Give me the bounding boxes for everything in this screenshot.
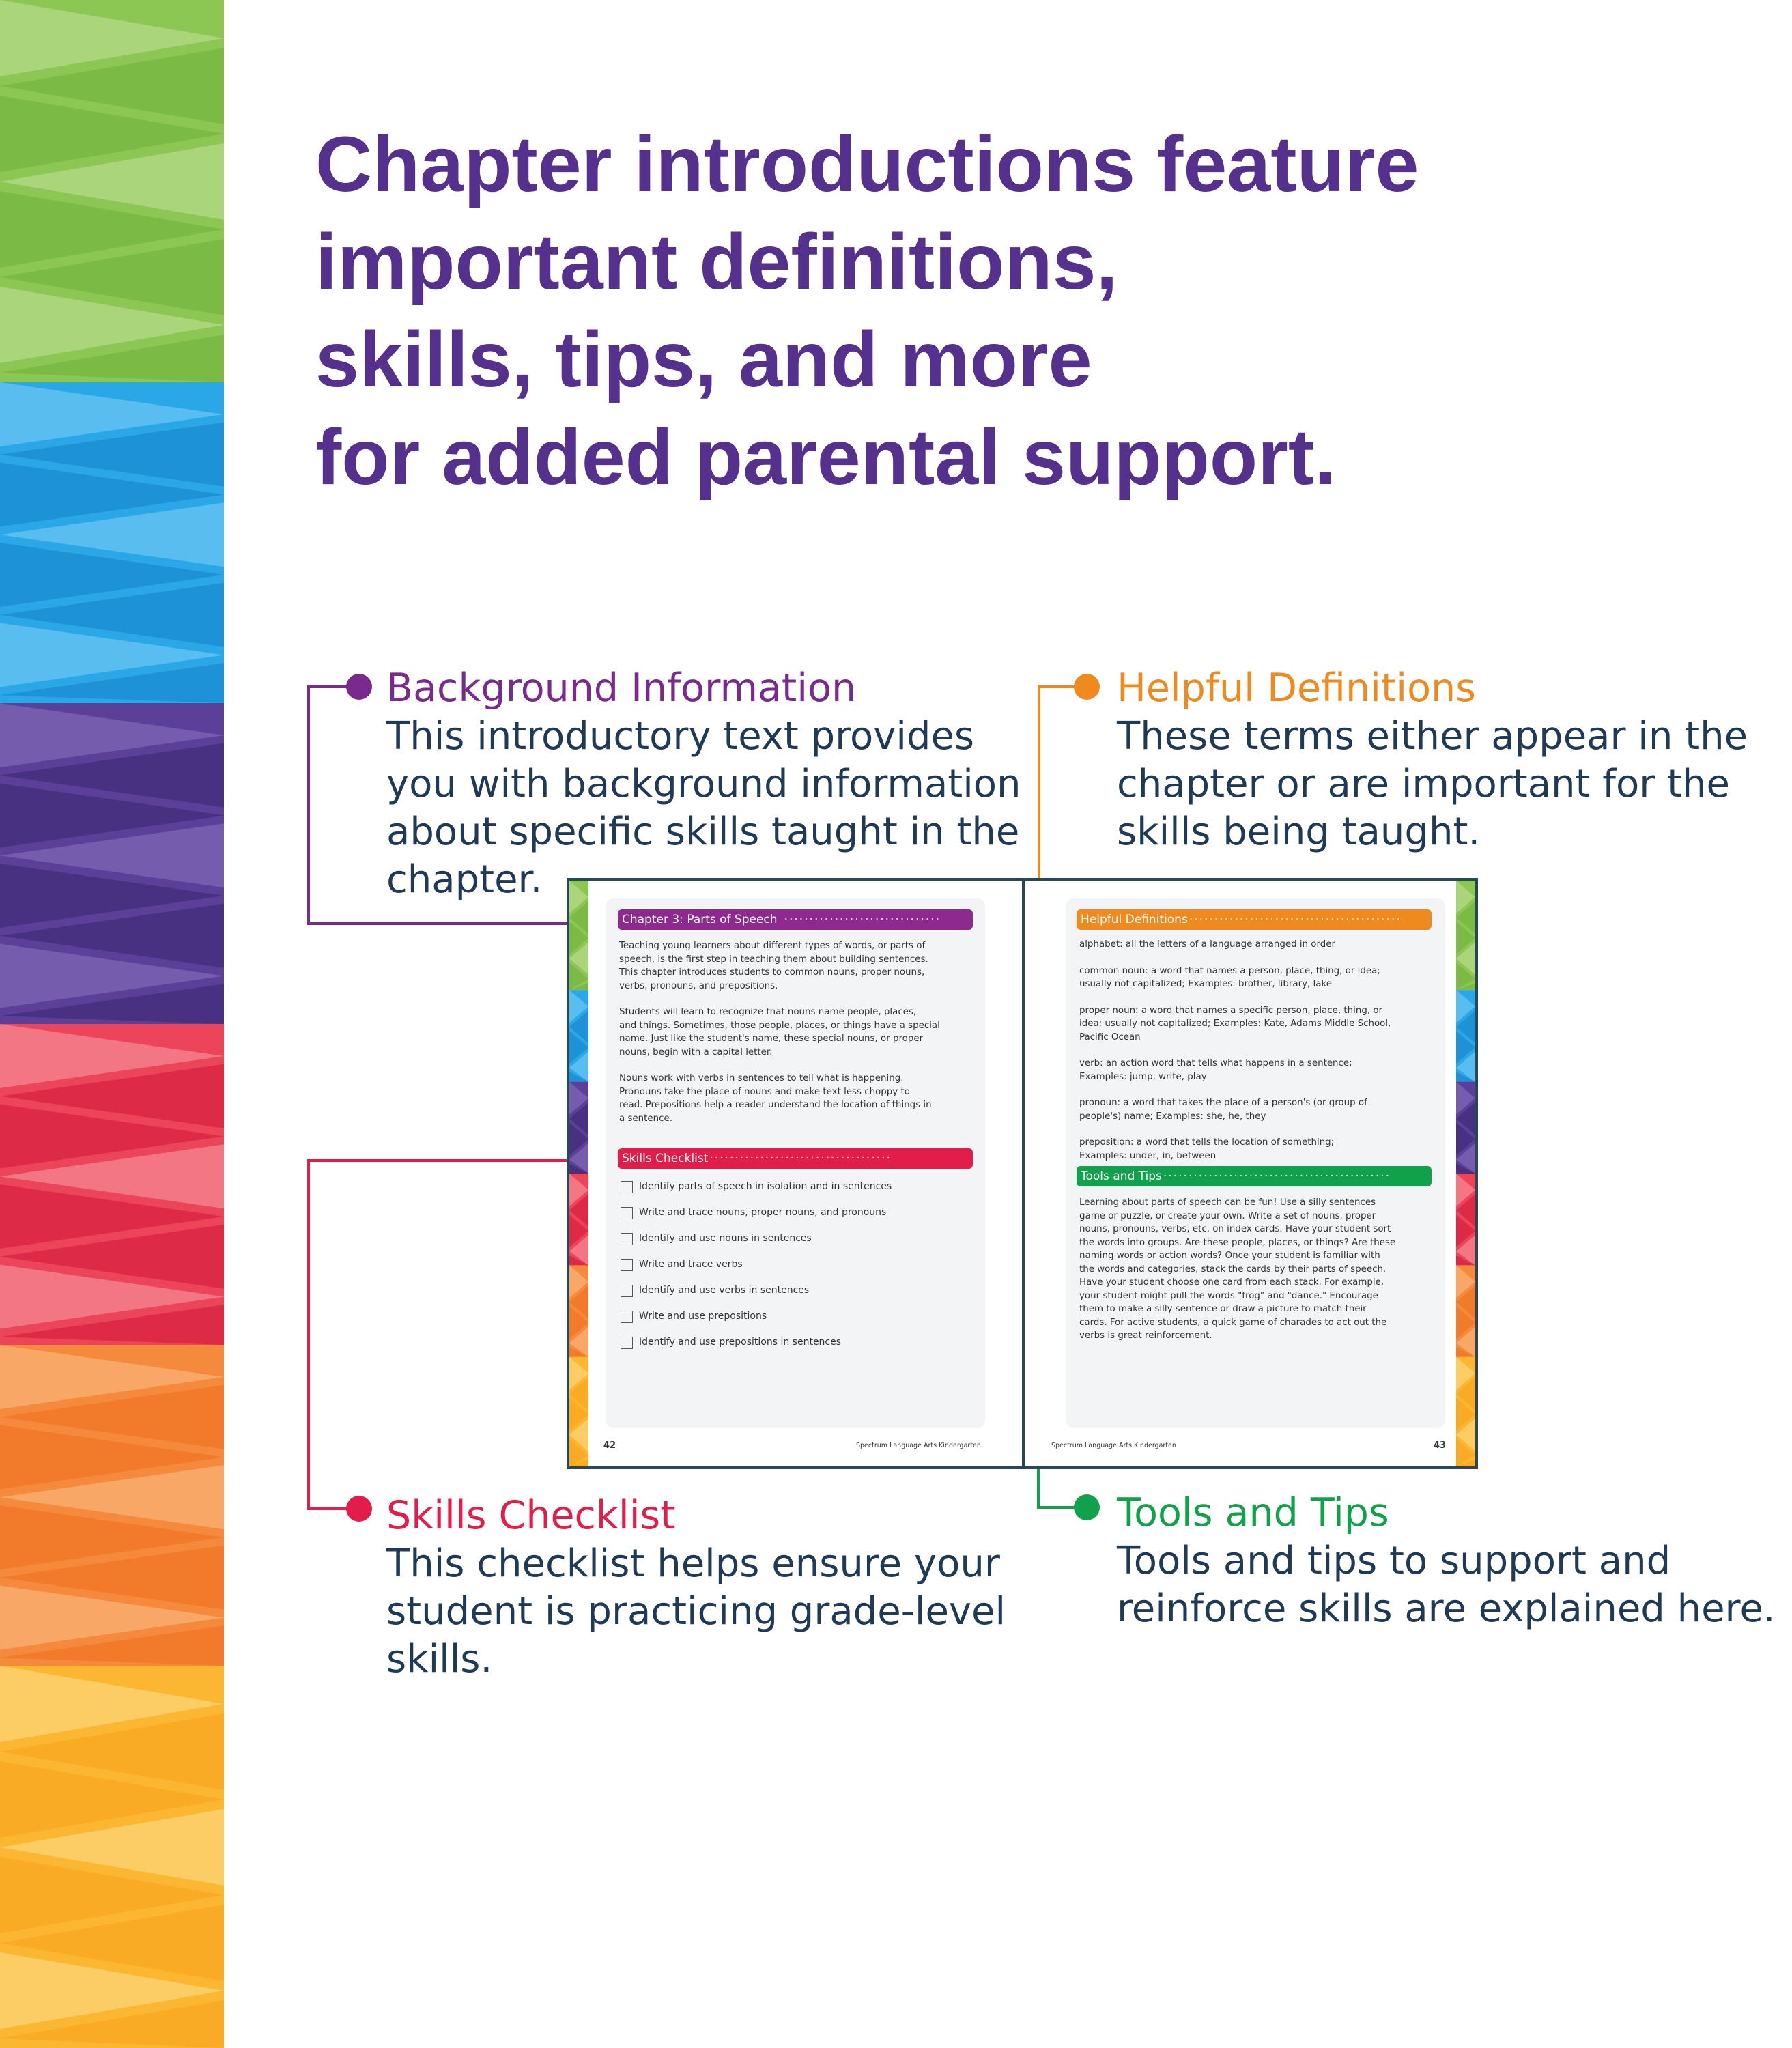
text-line: nouns, pronouns, verbs, etc. on index cards. Have your student sort bbox=[1079, 1224, 1391, 1234]
text-line: verbs is great reinforcement. bbox=[1079, 1331, 1212, 1341]
text-line: them to make a silly sentence or draw a picture to match their bbox=[1079, 1304, 1367, 1314]
background-paragraph bbox=[619, 1072, 940, 1125]
checklist-item bbox=[621, 1233, 892, 1259]
bar-dots: ·········································· bbox=[1189, 913, 1402, 926]
checklist-item bbox=[621, 1337, 892, 1363]
text-line: Pacific Ocean bbox=[1079, 1032, 1141, 1042]
text-line: speech, is the first step in teaching them about building sentences. bbox=[619, 954, 928, 965]
page-number-right: 43 bbox=[1434, 1440, 1447, 1451]
tips-paragraph bbox=[1079, 1196, 1395, 1343]
bar-dots: ······························· bbox=[784, 913, 941, 926]
checklist-item bbox=[621, 1285, 892, 1311]
text-line: Learning about parts of speech can be fun! Use a silly sentences bbox=[1079, 1197, 1376, 1208]
text-line: game or puzzle, or create your own. Write a set of nouns, proper bbox=[1079, 1210, 1376, 1221]
checklist-item-label: Write and trace verbs bbox=[639, 1259, 743, 1270]
page-footer-left: Spectrum Language Arts Kindergarten bbox=[856, 1442, 981, 1449]
bullet-dot-skills bbox=[346, 1496, 372, 1522]
checklist-item bbox=[621, 1207, 892, 1233]
right-page-panel bbox=[1066, 898, 1445, 1428]
text-line: Students will learn to recognize that nouns name people, places, bbox=[619, 1007, 917, 1017]
checkbox-icon[interactable] bbox=[621, 1337, 633, 1349]
checklist-item bbox=[621, 1259, 892, 1285]
text-line: usually not capitalized; Examples: brother, library, lake bbox=[1079, 979, 1332, 989]
checkbox-icon[interactable] bbox=[621, 1233, 633, 1245]
background-paragraph bbox=[619, 939, 940, 993]
callout-body bbox=[386, 713, 1021, 904]
chapter-title-bar bbox=[618, 909, 973, 930]
text-line: the words and categories, stack the cards by their parts of speech. bbox=[1079, 1264, 1386, 1275]
text-line: read. Prepositions help a reader understand the location of things in bbox=[619, 1100, 932, 1110]
definition-entry bbox=[1079, 1057, 1391, 1083]
callout-title: Tools and Tips bbox=[1117, 1490, 1389, 1535]
tools-and-tips-text bbox=[1079, 1196, 1395, 1356]
tools-and-tips-title: Tools and Tips bbox=[1081, 1169, 1162, 1183]
headline-line: important definitions, bbox=[315, 218, 1118, 306]
checkbox-icon[interactable] bbox=[621, 1285, 633, 1297]
callout-line: Tools and tips to support and bbox=[1117, 1539, 1671, 1583]
checkbox-icon[interactable] bbox=[621, 1311, 633, 1323]
callout-line: about specific skills taught in the bbox=[386, 810, 1020, 854]
text-line: name. Just like the student's name, these special nouns, or proper bbox=[619, 1034, 924, 1044]
checklist-item-label: Identify parts of speech in isolation and in sentences bbox=[639, 1181, 892, 1192]
text-line: the words into groups. Are these people, places, or things? Are these bbox=[1079, 1237, 1396, 1248]
text-line: verb: an action word that tells what happens in a sentence; bbox=[1079, 1058, 1352, 1068]
text-line: Nouns work with verbs in sentences to tell what is happening. bbox=[619, 1073, 904, 1083]
text-line: This chapter introduces students to common nouns, proper nouns, bbox=[619, 967, 925, 978]
checkbox-icon[interactable] bbox=[621, 1181, 633, 1193]
text-line: Pronouns take the place of nouns and make text less choppy to bbox=[619, 1086, 910, 1097]
callout-line: skills being taught. bbox=[1117, 810, 1481, 854]
callout-title: Background Information bbox=[386, 666, 857, 711]
checklist-item bbox=[621, 1311, 892, 1337]
checkbox-icon[interactable] bbox=[621, 1207, 633, 1219]
text-line: Teaching young learners about different types of words, or parts of bbox=[619, 941, 926, 951]
definition-entry bbox=[1079, 1136, 1391, 1163]
callout-body bbox=[1117, 1537, 1776, 1633]
text-line: and things. Sometimes, those people, places, or things have a special bbox=[619, 1020, 940, 1031]
text-line: common noun: a word that names a person, place, thing, or idea; bbox=[1079, 965, 1380, 976]
skills-checklist bbox=[621, 1181, 892, 1363]
text-line: pronoun: a word that takes the place of a person's (or group of bbox=[1079, 1098, 1367, 1108]
callout-body bbox=[386, 1540, 1006, 1683]
checklist-item bbox=[621, 1181, 892, 1207]
callout-line: skills. bbox=[386, 1637, 493, 1681]
text-line: preposition: a word that tells the location of something; bbox=[1079, 1137, 1335, 1148]
text-line: people's) name; Examples: she, he, they bbox=[1079, 1111, 1266, 1122]
bullet-dot-definitions bbox=[1074, 674, 1100, 700]
page-edge-color-tabs-right bbox=[1456, 881, 1475, 1466]
callout-line: reinforce skills are explained here. bbox=[1117, 1587, 1776, 1631]
checkbox-icon[interactable] bbox=[621, 1259, 633, 1271]
bullet-dot-background bbox=[346, 674, 372, 700]
background-paragraph bbox=[619, 1006, 940, 1059]
callout-body bbox=[1117, 713, 1748, 856]
callout-helpful-definitions bbox=[1117, 664, 1748, 856]
text-line: alphabet: all the letters of a language arranged in order bbox=[1079, 939, 1336, 950]
definition-entry bbox=[1079, 1004, 1391, 1044]
checklist-item-label: Write and trace nouns, proper nouns, and pronouns bbox=[639, 1207, 887, 1218]
chapter-title: Chapter 3: Parts of Speech bbox=[622, 913, 778, 926]
headline-line: skills, tips, and more bbox=[315, 316, 1092, 403]
tools-and-tips-bar bbox=[1077, 1166, 1432, 1186]
headline-line: Chapter introductions feature bbox=[315, 121, 1419, 208]
callout-tools-and-tips bbox=[1117, 1488, 1776, 1633]
checklist-item-label: Write and use prepositions bbox=[639, 1311, 767, 1322]
helpful-definitions-title: Helpful Definitions bbox=[1081, 913, 1188, 926]
page-number-left: 42 bbox=[603, 1440, 616, 1451]
page-edge-color-tabs-left bbox=[569, 881, 588, 1466]
left-page-panel bbox=[606, 898, 985, 1428]
callout-line: chapter or are important for the bbox=[1117, 762, 1730, 806]
checklist-item-label: Identify and use prepositions in sentences bbox=[639, 1337, 842, 1348]
callout-title: Helpful Definitions bbox=[1117, 666, 1476, 711]
callout-line: This introductory text provides bbox=[386, 714, 975, 758]
background-text bbox=[619, 939, 940, 1138]
bar-dots: ···································· bbox=[709, 1152, 892, 1165]
skills-checklist-bar bbox=[618, 1148, 973, 1169]
callout-skills-checklist bbox=[386, 1491, 1006, 1683]
helpful-definitions-bar bbox=[1077, 909, 1432, 930]
definition-entry bbox=[1079, 965, 1391, 991]
bullet-dot-tools bbox=[1074, 1494, 1100, 1520]
text-line: proper noun: a word that names a specific person, place, thing, or bbox=[1079, 1005, 1383, 1016]
book-spine bbox=[1022, 881, 1025, 1466]
callout-line: chapter. bbox=[386, 857, 543, 902]
text-line: cards. For active students, a quick game of charades to act out the bbox=[1079, 1317, 1387, 1328]
definition-entry bbox=[1079, 938, 1391, 952]
text-line: your student might pull the words "frog" and "dance." Encourage bbox=[1079, 1290, 1378, 1301]
callout-line: These terms either appear in the bbox=[1117, 714, 1748, 758]
text-line: Examples: jump, write, play bbox=[1079, 1071, 1207, 1082]
bar-dots: ············································· bbox=[1163, 1169, 1391, 1183]
checklist-item-label: Identify and use nouns in sentences bbox=[639, 1233, 812, 1244]
callout-background-information bbox=[386, 664, 1021, 904]
callout-line: This checklist helps ensure your bbox=[386, 1541, 1000, 1586]
text-line: naming words or action words? Once your student is familiar with bbox=[1079, 1251, 1380, 1261]
callout-title: Skills Checklist bbox=[386, 1493, 676, 1538]
book-spread-preview bbox=[567, 878, 1478, 1469]
checklist-item-label: Identify and use verbs in sentences bbox=[639, 1285, 810, 1296]
definitions-list bbox=[1079, 938, 1391, 1176]
text-line: idea; usually not capitalized; Examples: Kate, Adams Middle School, bbox=[1079, 1019, 1391, 1029]
headline-line: for added parental support. bbox=[315, 414, 1337, 501]
text-line: Examples: under, in, between bbox=[1079, 1150, 1217, 1161]
text-line: nouns, begin with a capital letter. bbox=[619, 1047, 773, 1057]
skills-checklist-title: Skills Checklist bbox=[622, 1152, 709, 1165]
text-line: Have your student choose one card from each stack. For example, bbox=[1079, 1277, 1384, 1288]
text-line: a sentence. bbox=[619, 1113, 672, 1124]
definition-entry bbox=[1079, 1096, 1391, 1123]
callout-line: student is practicing grade-level bbox=[386, 1589, 1006, 1634]
text-line: verbs, pronouns, and prepositions. bbox=[619, 980, 778, 991]
callout-line: you with background information bbox=[386, 762, 1021, 806]
page-footer-right: Spectrum Language Arts Kindergarten bbox=[1051, 1442, 1176, 1449]
